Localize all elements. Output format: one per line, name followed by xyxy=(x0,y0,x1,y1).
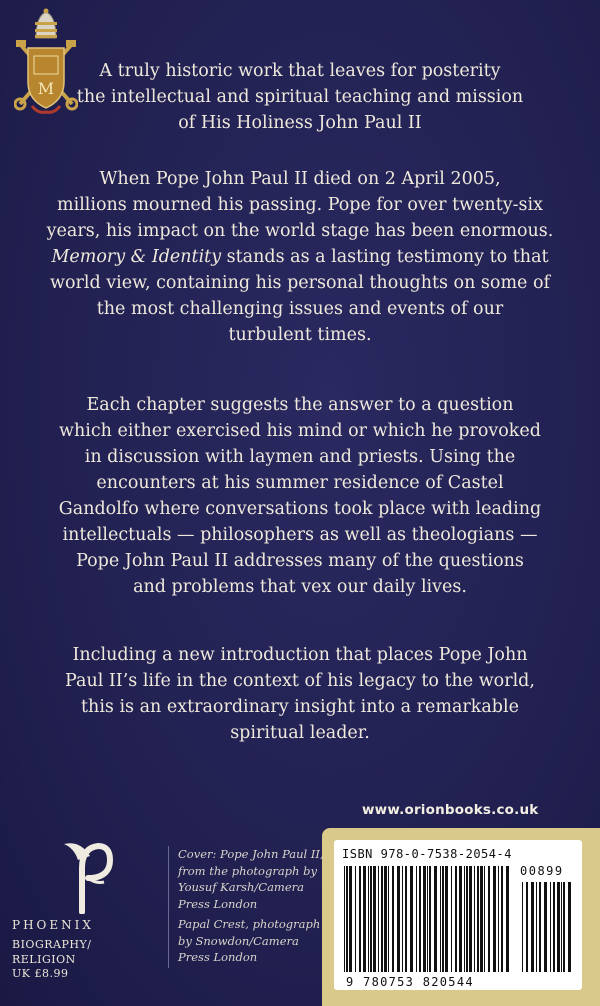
blurb-line: intellectuals — philosophers as well as theologians — xyxy=(62,525,538,545)
imprint-name: PHOENIX xyxy=(12,918,94,932)
svg-text:M: M xyxy=(37,79,55,98)
credit-line: by Snowdon/Camera xyxy=(178,933,299,948)
blurb-line-rest: stands as a lasting testimony to that xyxy=(221,247,549,267)
blurb-line: which either exercised his mind or which he provoked xyxy=(59,421,541,441)
blurb-line: When Pope John Paul II died on 2 April 2005, xyxy=(99,169,501,189)
price-line: UK £8.99 xyxy=(12,967,69,980)
blurb-line: this is an extraordinary insight into a remarkable xyxy=(81,697,519,717)
credit-line: from the photograph by xyxy=(178,863,317,878)
cover-credit xyxy=(178,846,328,912)
isbn-label: ISBN 978-0-7538-2054-4 xyxy=(342,847,512,861)
credit-line: Papal Crest, photograph xyxy=(178,917,321,931)
blurb-line: Paul II’s life in the context of his legacy to the world, xyxy=(65,671,535,691)
blurb-line: world view, containing his personal thoughts on some of xyxy=(50,273,550,293)
blurb-paragraph-3 xyxy=(0,642,600,746)
credit-line: Press London xyxy=(178,896,258,911)
price-code: 00899 xyxy=(520,864,564,878)
phoenix-logo-icon xyxy=(60,838,114,914)
blurb-paragraph-1 xyxy=(0,166,600,348)
credit-line: Press London xyxy=(178,950,258,964)
publisher-website[interactable]: www.orionbooks.co.uk xyxy=(362,802,539,818)
credit-line: Yousuf Karsh/Camera xyxy=(178,880,304,894)
blurb-line: the most challenging issues and events of our xyxy=(96,299,504,319)
tagline xyxy=(0,58,600,136)
blurb-paragraph-2 xyxy=(0,392,600,600)
credit-divider xyxy=(168,846,169,968)
blurb-line: encounters at his summer residence of Castel xyxy=(96,473,504,493)
credit-line: Cover: Pope John Paul II, xyxy=(178,847,324,861)
blurb-line: in discussion with laymen and priests. Using the xyxy=(84,447,516,467)
blurb-line: and problems that vex our daily lives. xyxy=(133,577,467,597)
tagline-line: the intellectual and spiritual teaching and mission xyxy=(76,87,524,107)
blurb-line: Gandolfo where conversations took place with leading xyxy=(58,499,542,519)
blurb-line: Pope John Paul II addresses many of the questions xyxy=(76,551,524,571)
blurb-line xyxy=(0,244,600,270)
crest-credit xyxy=(178,916,328,966)
tagline-line: A truly historic work that leaves for posterity xyxy=(99,61,501,81)
barcode-icon xyxy=(334,840,582,990)
blurb-line: turbulent times. xyxy=(228,325,372,345)
category-line: BIOGRAPHY/ xyxy=(12,938,92,951)
book-title: Memory & Identity xyxy=(51,247,222,267)
blurb-line: Each chapter suggests the answer to a question xyxy=(86,395,514,415)
blurb-line: millions mourned his passing. Pope for over twenty-six xyxy=(57,195,543,215)
blurb-line: Including a new introduction that places Pope John xyxy=(72,645,528,665)
category-and-price xyxy=(12,938,91,982)
ean-digits: 9 780753 820544 xyxy=(346,975,474,989)
blurb-line: years, his impact on the world stage has been enormous. xyxy=(46,221,554,241)
category-line: RELIGION xyxy=(12,952,76,966)
tagline-line: of His Holiness John Paul II xyxy=(178,113,422,133)
barcode-panel xyxy=(322,828,600,1006)
blurb-line: spiritual leader. xyxy=(230,723,370,743)
photo-credits xyxy=(178,846,328,970)
barcode-box xyxy=(334,840,582,990)
